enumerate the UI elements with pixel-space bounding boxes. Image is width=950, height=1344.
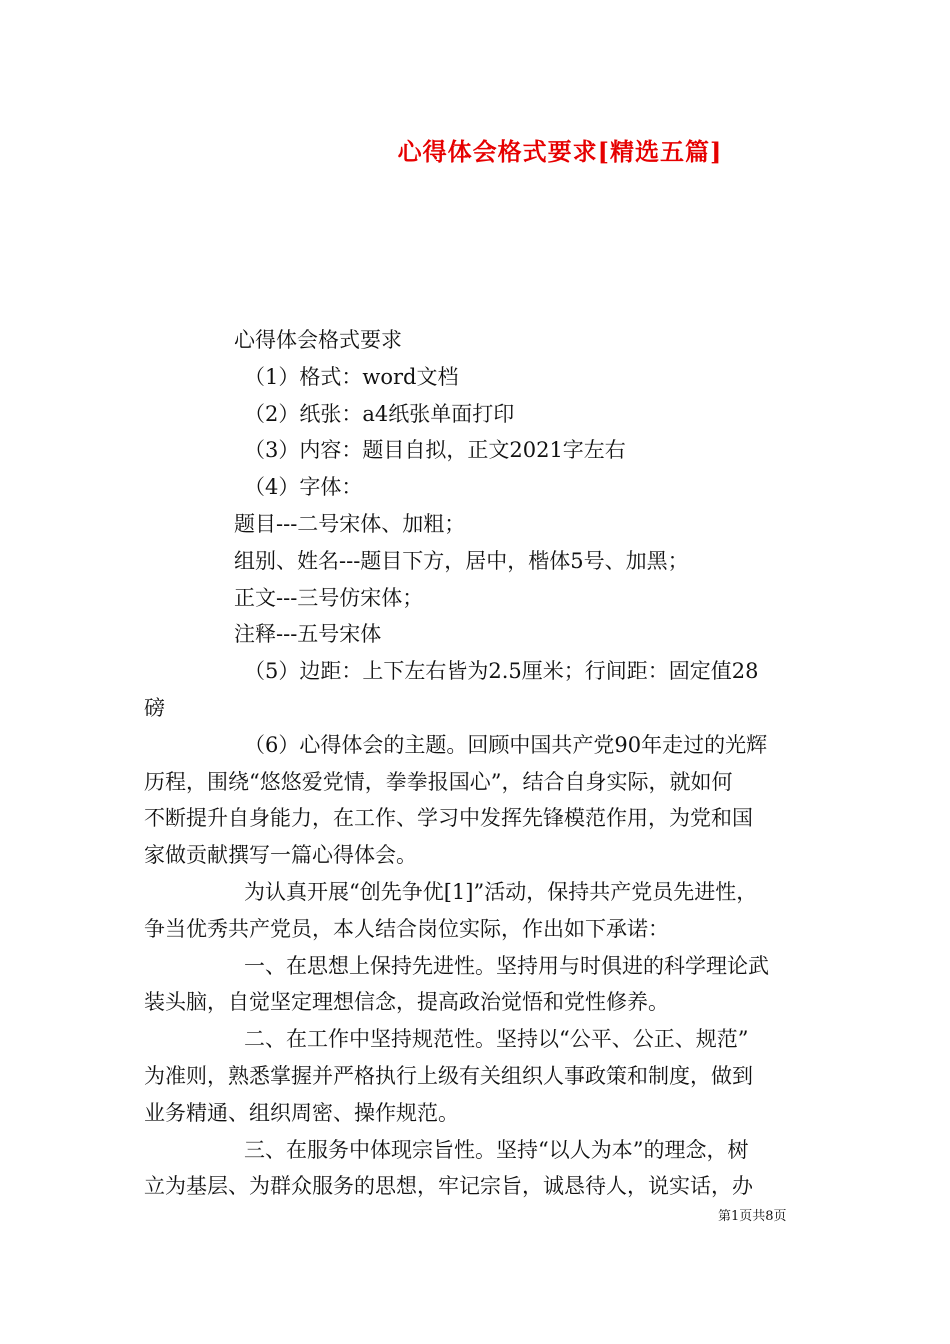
font-detail-line: 组别、姓名---题目下方，居中，楷体5号、加黑；: [234, 548, 689, 573]
pledge-item-line: 装头脑，自觉坚定理想信念，提高政治觉悟和党性修养。: [144, 990, 669, 1015]
pledge-intro-line: 争当优秀共产党员，本人结合岗位实际，作出如下承诺：: [144, 916, 669, 941]
page-number: 第1页共8页: [718, 1209, 787, 1224]
format-item: （1）格式：word文档: [244, 364, 459, 389]
pledge-item-line: 业务精通、组织周密、操作规范。: [144, 1100, 459, 1125]
pledge-item: 二、在工作中坚持规范性。坚持以“公平、公正、规范”: [244, 1027, 749, 1052]
theme-item-line: 不断提升自身能力，在工作、学习中发挥先锋模范作用，为党和国: [144, 806, 753, 831]
document-title: 心得体会格式要求[精选五篇]: [397, 137, 723, 166]
pledge-intro: 为认真开展“创先争优[1]”活动，保持共产党员先进性，: [244, 879, 758, 904]
theme-item-line: 家做贡献撰写一篇心得体会。: [144, 843, 417, 868]
document-body: [144, 322, 824, 1205]
pledge-item: 一、在思想上保持先进性。坚持用与时俱进的科学理论武: [244, 953, 769, 978]
font-detail-line: 题目---二号宋体、加粗；: [234, 511, 466, 536]
margin-item-continued: 磅: [144, 695, 165, 720]
pledge-item: 三、在服务中体现宗旨性。坚持“以人为本”的理念，树: [244, 1137, 749, 1162]
margin-item: （5）边距：上下左右皆为2.5厘米；行间距：固定值28: [244, 659, 759, 684]
pledge-item-line: 为准则，熟悉掌握并严格执行上级有关组织人事政策和制度，做到: [144, 1063, 753, 1088]
content-item: （3）内容：题目自拟，正文2021字左右: [244, 438, 626, 463]
theme-item-line: 历程，围绕“悠悠爱党情，拳拳报国心”，结合自身实际，就如何: [144, 769, 733, 794]
paper-item: （2）纸张：a4纸张单面打印: [244, 401, 515, 426]
section-heading: 心得体会格式要求: [234, 328, 402, 352]
theme-item: （6）心得体会的主题。回顾中国共产党90年走过的光辉: [244, 732, 768, 757]
font-item: （4）字体：: [244, 475, 363, 500]
font-detail-line: 注释---五号宋体: [234, 622, 382, 647]
font-detail-line: 正文---三号仿宋体；: [234, 585, 424, 610]
pledge-item-line: 立为基层、为群众服务的思想，牢记宗旨，诚恳待人，说实话，办: [144, 1174, 753, 1199]
